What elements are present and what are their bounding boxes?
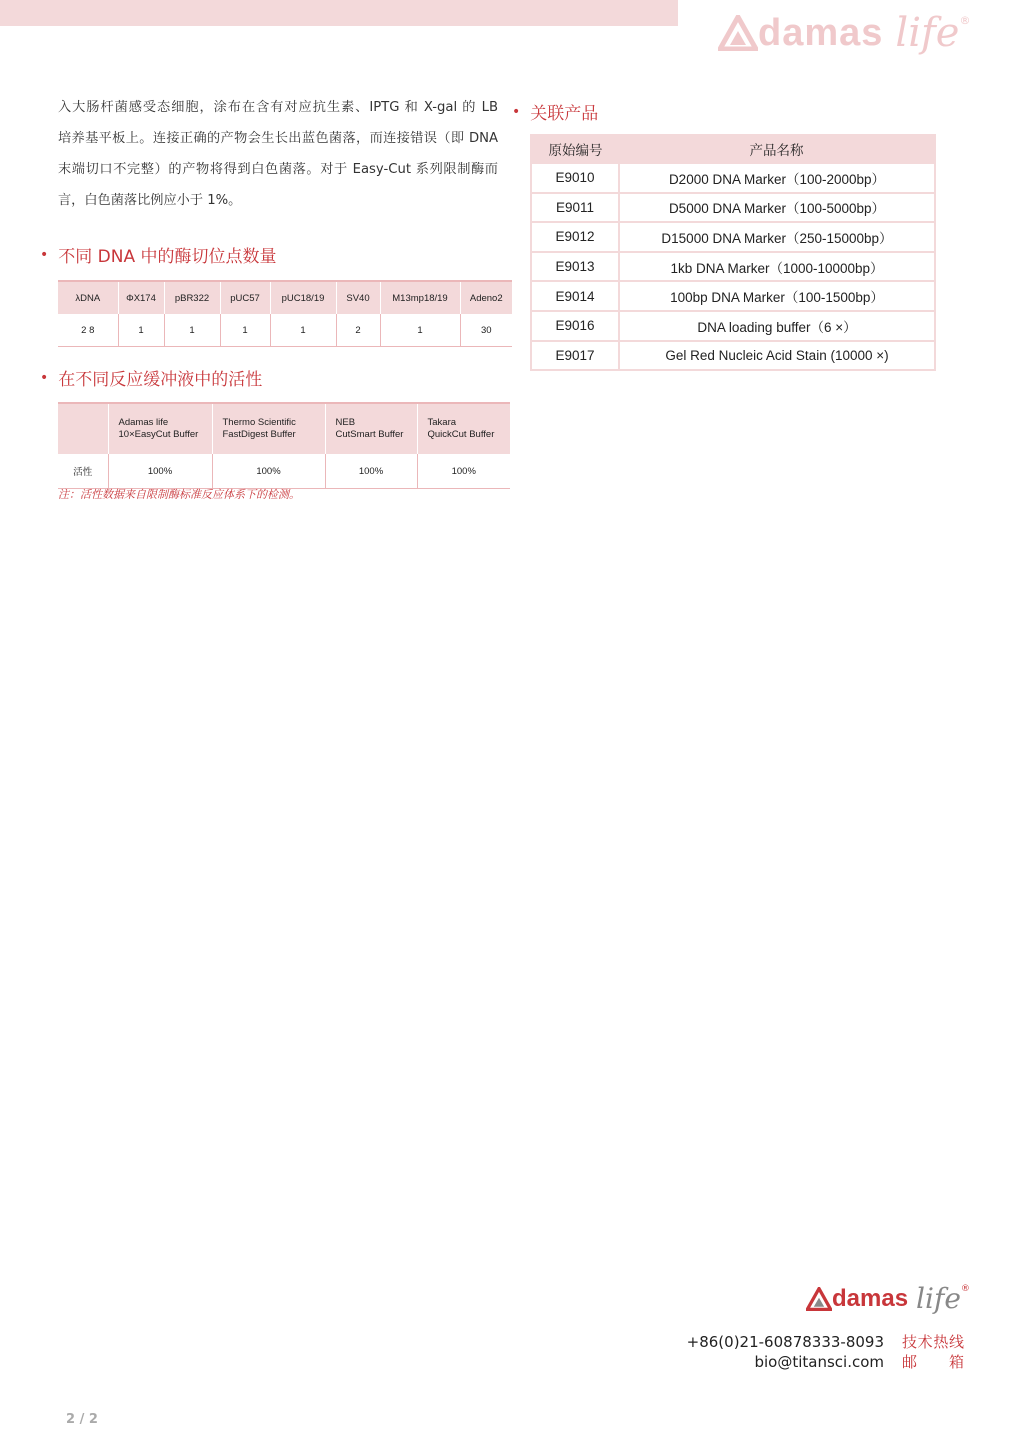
table-row [531, 222, 935, 252]
cut-sites-title: 不同 DNA 中的酶切位点数量 [58, 247, 277, 267]
header-band [0, 0, 678, 26]
header-line: QuickCut Buffer [427, 429, 495, 440]
intro-line: 言，白色菌落比例应小于 1%。 [58, 193, 242, 208]
product-name: DNA loading buffer（6 ×） [619, 311, 935, 341]
table-cell: 1 [380, 314, 460, 347]
header-line: Takara [427, 417, 457, 428]
table-header-cell: Adeno2 [460, 281, 512, 314]
logo-registered: ® [959, 14, 971, 27]
intro-line: 末端切口不完整）的产物将得到白色菌落。对于 Easy-Cut 系列限制酶而 [58, 162, 498, 177]
table-row [531, 281, 935, 311]
table-row [531, 311, 935, 341]
logo-script: life [916, 1282, 961, 1315]
header-line: 10×EasyCut Buffer [118, 429, 199, 440]
product-name: 100bp DNA Marker（100-1500bp） [619, 281, 935, 311]
product-name: D2000 DNA Marker（100-2000bp） [619, 163, 935, 193]
table-header-cell: 原始编号 [531, 135, 619, 163]
row-label: 活性 [58, 454, 108, 489]
table-row [531, 252, 935, 282]
activity-heading [40, 365, 262, 390]
table-row [58, 314, 512, 347]
table-header-cell [325, 403, 417, 454]
table-row [531, 341, 935, 371]
product-name: Gel Red Nucleic Acid Stain (10000 ×) [619, 341, 935, 371]
product-name: 1kb DNA Marker（1000-10000bp） [619, 252, 935, 282]
table-header-row [58, 281, 512, 314]
activity-note: 注：活性数据来自限制酶标准反应体系下的检测。 [58, 488, 300, 501]
header-line: CutSmart Buffer [335, 429, 404, 440]
header-logo [718, 10, 970, 56]
bullet-icon: • [40, 246, 49, 263]
product-code: E9016 [531, 311, 619, 341]
intro-line: 培养基平板上。连接正确的产物会生长出蓝色菌落，而连接错误（即 DNA [58, 131, 498, 146]
table-cell: 100% [325, 454, 417, 489]
table-header-row [531, 135, 935, 163]
activity-title: 在不同反应缓冲液中的活性 [58, 370, 263, 390]
page-number: 2 / 2 [66, 1412, 98, 1427]
table-cell: 1 [220, 314, 270, 347]
adamas-triangle-icon [806, 1287, 832, 1311]
table-header-cell: M13mp18/19 [380, 281, 460, 314]
table-cell: 1 [118, 314, 164, 347]
table-header-row [58, 403, 510, 454]
table-row [531, 163, 935, 193]
product-code: E9013 [531, 252, 619, 282]
email-row [687, 1352, 964, 1372]
adamas-triangle-icon [718, 15, 758, 51]
related-products-heading [512, 99, 598, 124]
related-products-title: 关联产品 [530, 104, 599, 124]
table-header-cell [212, 403, 325, 454]
logo-script: life [895, 10, 960, 56]
table-header-cell: pBR322 [164, 281, 220, 314]
activity-table [58, 402, 510, 489]
header-line: NEB [335, 417, 356, 428]
table-cell: 30 [460, 314, 512, 347]
intro-paragraph [58, 92, 498, 216]
product-code: E9011 [531, 193, 619, 223]
table-cell: 100% [417, 454, 510, 489]
table-header-cell: pUC18/19 [270, 281, 336, 314]
table-header-cell: λDNA [58, 281, 118, 314]
phone-number: +86(0)21-60878333-8093 [686, 1333, 884, 1351]
product-code: E9014 [531, 281, 619, 311]
intro-line: 入大肠杆菌感受态细胞，涂布在含有对应抗生素、IPTG 和 X-gal 的 LB [58, 100, 498, 115]
product-code: E9017 [531, 341, 619, 371]
table-cell: 2 [336, 314, 380, 347]
header-line: FastDigest Buffer [222, 429, 296, 440]
table-cell: 100% [108, 454, 212, 489]
bullet-icon: • [40, 369, 49, 386]
table-header-cell: ΦX174 [118, 281, 164, 314]
phone-row [687, 1332, 964, 1352]
contact-info [687, 1332, 964, 1372]
table-header-cell [417, 403, 510, 454]
table-header-cell: pUC57 [220, 281, 270, 314]
header-line: Adamas life [118, 417, 169, 428]
product-name: D5000 DNA Marker（100-5000bp） [619, 193, 935, 223]
logo-registered: ® [960, 1284, 970, 1294]
table-header-cell [58, 403, 108, 454]
related-products-table [530, 134, 936, 371]
header-line: Thermo Scientific [222, 417, 296, 428]
email-address[interactable]: bio@titansci.com [754, 1353, 884, 1371]
table-row [58, 454, 510, 489]
product-code: E9010 [531, 163, 619, 193]
cut-sites-heading [40, 242, 277, 267]
phone-label: 技术热线 [902, 1333, 964, 1351]
table-cell: 2 8 [58, 314, 118, 347]
product-name: D15000 DNA Marker（250-15000bp） [619, 222, 935, 252]
product-code: E9012 [531, 222, 619, 252]
table-cell: 1 [270, 314, 336, 347]
cut-sites-table [58, 280, 512, 347]
table-header-cell: SV40 [336, 281, 380, 314]
table-header-cell [108, 403, 212, 454]
table-row [531, 193, 935, 223]
email-label: 邮箱 [902, 1353, 964, 1371]
bullet-icon: • [512, 103, 521, 120]
logo-word: damas [758, 11, 884, 54]
footer-logo [806, 1282, 970, 1315]
logo-word: damas [832, 1284, 909, 1312]
table-header-cell: 产品名称 [619, 135, 935, 163]
table-cell: 100% [212, 454, 325, 489]
table-cell: 1 [164, 314, 220, 347]
